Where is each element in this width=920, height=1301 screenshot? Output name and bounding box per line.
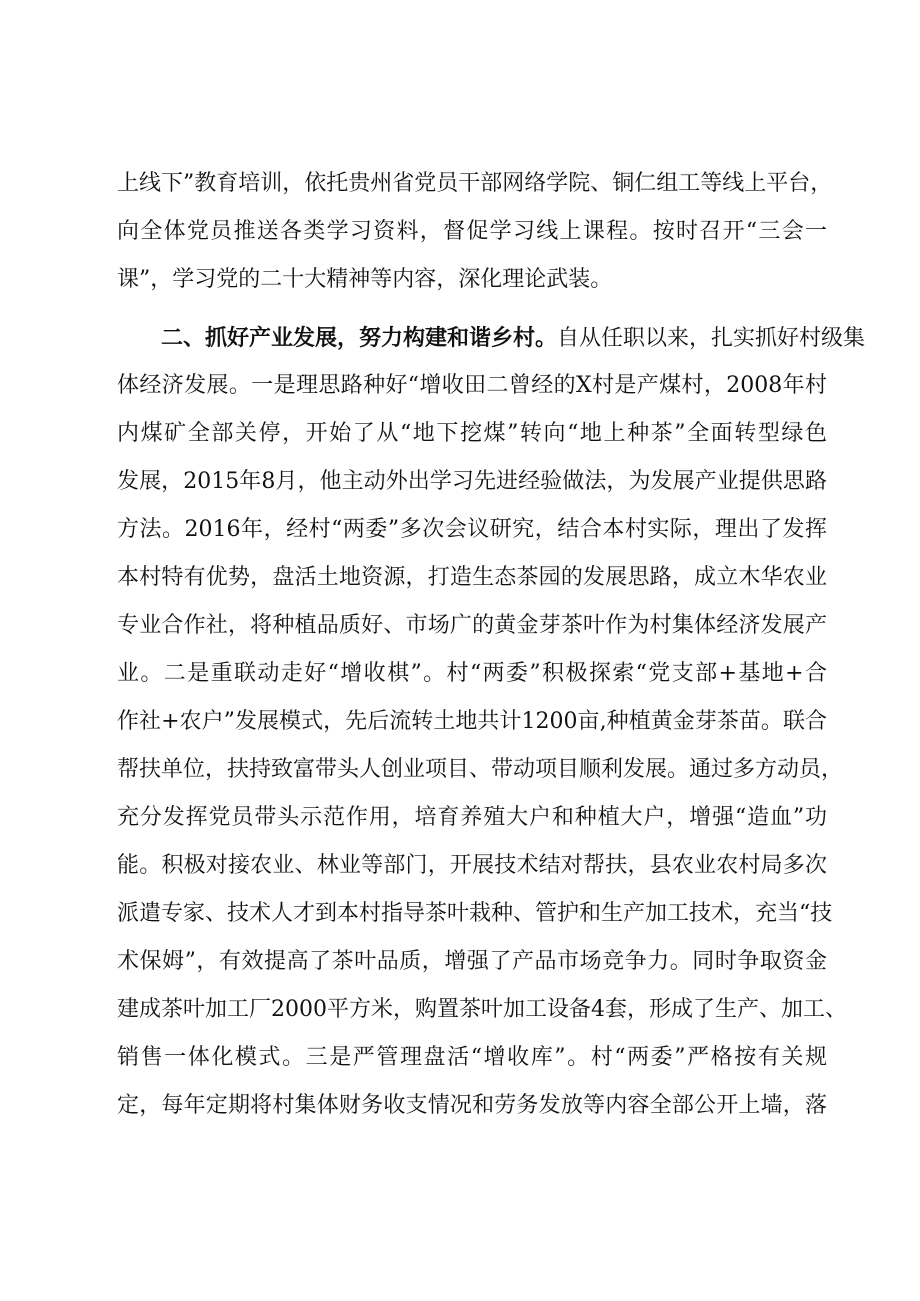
- paragraph-2-line-1: [117, 314, 866, 362]
- paragraph-2-line: 内煤矿全部关停，开始了从“地下挖煤”转向“地上种茶”全面转型绿色: [117, 421, 827, 446]
- paragraph-2-line: 定，每年定期将村集体财务收支情况和劳务发放等内容全部公开上墙，落: [117, 1093, 827, 1118]
- paragraph-2-line: 派遣专家、技术人才到本村指导茶叶栽种、管护和生产加工技术，充当“技: [117, 901, 833, 926]
- paragraph-2-line: 方法。2016年，经村“两委”多次会议研究，结合本村实际，理出了发挥: [117, 517, 827, 542]
- paragraph-2-line: 体经济发展。一是理思路种好“增收田二曾经的X村是产煤村，2008年村: [117, 373, 827, 398]
- paragraph-2-line: 本村特有优势，盘活土地资源，打造生态茶园的发展思路，成立木华农业: [117, 565, 827, 590]
- paragraph-2-line: 发展，2015年8月，他主动外出学习先进经验做法，为发展产业提供思路: [117, 469, 827, 494]
- paragraph-2-line: 能。积极对接农业、林业等部门，开展技术结对帮扶，县农业农村局多次: [117, 853, 827, 878]
- paragraph-2-line: 充分发挥党员带头示范作用，培育养殖大户和种植大户，增强“造血”功: [117, 805, 827, 830]
- paragraph-1-line-2: 向全体党员推送各类学习资料，督促学习线上课程。按时召开“三会一: [117, 219, 827, 244]
- document-body: [117, 160, 866, 1130]
- paragraph-2-line-1-rest: 自从任职以来，扎实抓好村级集: [557, 326, 866, 351]
- paragraph-2-line: 建成茶叶加工厂2000平方米，购置茶叶加工设备4套，形成了生产、加工、: [117, 997, 847, 1022]
- paragraph-2-line: 帮扶单位，扶持致富带头人创业项目、带动项目顺利发展。通过多方动员，: [117, 757, 844, 782]
- paragraph-2-line: 专业合作社，将种植品质好、市场广的黄金芽茶叶作为村集体经济发展产: [117, 613, 827, 638]
- paragraph-2-line: 作社+农户”发展模式，先后流转土地共计1200亩,种植黄金芽茶苗。联合: [117, 709, 827, 734]
- section-heading: 二、抓好产业发展，努力构建和谐乡村。: [161, 325, 558, 351]
- paragraph-2-line: 业。二是重联动走好“增收棋”。村“两委”积极探索“党支部+基地+合: [117, 661, 827, 686]
- paragraph-2-line: 术保姆”，有效提高了茶叶品质，增强了产品市场竞争力。同时争取资金: [117, 949, 827, 974]
- paragraph-1-line-3: 课”，学习党的二十大精神等内容，深化理论武装。: [117, 267, 613, 292]
- paragraph-2-line: 销售一体化模式。三是严管理盘活“增收库”。村“两委”严格按有关规: [117, 1045, 827, 1070]
- paragraph-1-line-1: 上线下”教育培训，依托贵州省党员干部网络学院、铜仁组工等线上平台，: [117, 171, 833, 196]
